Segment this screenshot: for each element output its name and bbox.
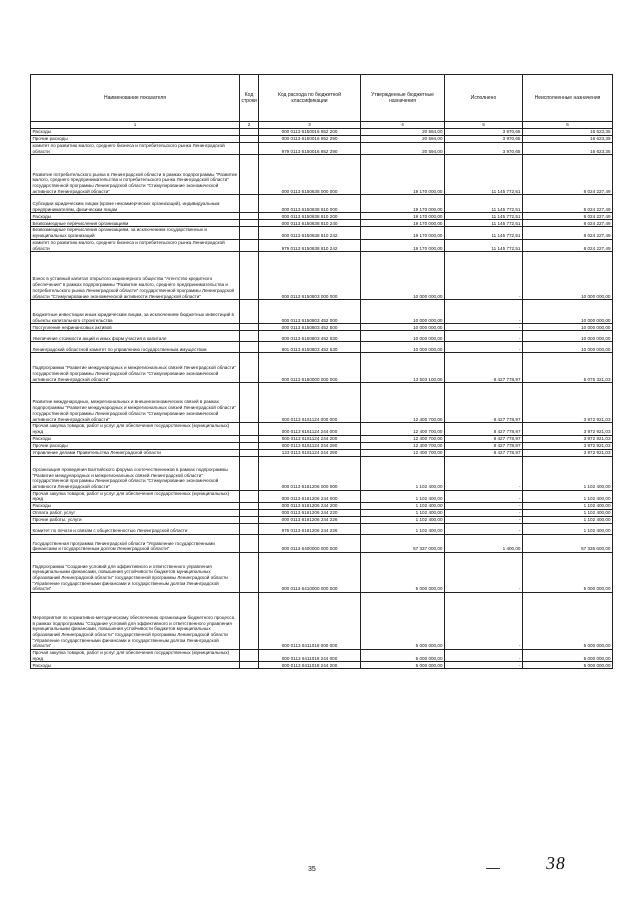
row-unexecuted: 16 623,35 [523, 136, 613, 143]
row-line-code [240, 423, 259, 435]
row-name: Прочие расходы [31, 442, 240, 449]
row-unexecuted: 10 000 000,00 [523, 331, 613, 342]
row-line-code [240, 510, 259, 517]
row-budget-code: 000 0113 6150638 810 200 [259, 213, 361, 220]
row-executed: - [445, 517, 523, 524]
row-name: Поступление нефинансовых активов [31, 324, 240, 331]
row-name: Подпрограмма "Создание условий для эффективного и ответственного управления муниципальными финансами, повышения устойчивости бюджетов муниципальных образований Ленинградской области" государственной программы Ленинградской области "Управление государственными финансами и государственным долгом Ленинградской области" [31, 553, 240, 593]
row-approved: 5 000 000,00 [361, 662, 445, 669]
row-name: Организация проведения Балтийского форума соотечественников в рамках подпрограммы "Развитие международных и межрегиональных связей Ленинградской области" государственной программы Ленинградской области "Стимулирование экономической активности Ленинградской области" [31, 456, 240, 490]
row-approved: 10 000 000,00 [361, 342, 445, 353]
row-executed: 3 970,65 [445, 143, 523, 155]
row-name: Мероприятия по нормативно-методическому обеспечению организации бюджетного процесса в рамках подпрограммы "Создание условий для эффективного и ответственного управления муниципальными финансами, повышения устойчивости бюджетов муниципальных образований Ленинградской области" государственной программы Ленинградской области "Управление государственными финансами и государственным долгом Ленинградской области" [31, 593, 240, 650]
table-row [31, 213, 613, 220]
row-line-code [240, 213, 259, 220]
row-name: комитет по развитию малого, среднего бизнеса и потребительского рынка Ленинградской области [31, 143, 240, 155]
row-line-code [240, 503, 259, 510]
row-line-code [240, 239, 259, 251]
row-line-code [240, 129, 259, 136]
row-unexecuted: 10 000 000,00 [523, 324, 613, 331]
row-unexecuted: 8 024 227,49 [523, 195, 613, 213]
row-unexecuted: 8 024 227,49 [523, 220, 613, 227]
row-name: Безвозмездные перечисления организациям, за исключением государственных и муниципальных организаций [31, 227, 240, 239]
table-body [31, 129, 613, 669]
table-row [31, 435, 613, 442]
row-unexecuted: 1 102 400,00 [523, 524, 613, 535]
row-executed: 8 427 778,97 [445, 353, 523, 383]
stamp-dash [486, 868, 500, 869]
row-executed: 11 145 772,51 [445, 227, 523, 239]
handwritten-page-stamp: 38 [544, 853, 568, 873]
row-approved: 57 337 000,00 [361, 535, 445, 553]
row-budget-code: 979 0113 6150016 852 290 [259, 143, 361, 155]
row-unexecuted: 8 024 227,49 [523, 155, 613, 195]
row-approved: 20 594,00 [361, 129, 445, 136]
column-number: 1 [31, 122, 240, 129]
table-row [31, 239, 613, 251]
row-executed: - [445, 342, 523, 353]
row-executed: - [445, 324, 523, 331]
row-budget-code: 000 0113 6150803 452 000 [259, 300, 361, 324]
row-name: комитет по развитию малого, среднего бизнеса и потребительского рынка Ленинградской области [31, 239, 240, 251]
page-number: 35 [308, 866, 316, 873]
row-name: Расходы [31, 435, 240, 442]
row-unexecuted: 1 102 400,00 [523, 456, 613, 490]
table-row [31, 442, 613, 449]
budget-execution-table [30, 74, 613, 669]
row-executed: - [445, 490, 523, 502]
row-executed: 3 970,65 [445, 129, 523, 136]
row-approved: 12 400 700,00 [361, 449, 445, 456]
column-number: 5 [445, 122, 523, 129]
table-row [31, 553, 613, 593]
row-approved: 12 400 700,00 [361, 435, 445, 442]
row-line-code [240, 143, 259, 155]
column-number: 4 [361, 122, 445, 129]
row-approved: 20 594,00 [361, 136, 445, 143]
row-name: Комитет по печати и связям с общественностью Ленинградской области [31, 524, 240, 535]
table-row [31, 324, 613, 331]
row-approved: 19 170 000,00 [361, 155, 445, 195]
row-approved: 12 400 700,00 [361, 442, 445, 449]
row-budget-code: 000 0113 6161124 244 290 [259, 442, 361, 449]
row-budget-code: 000 0113 6411018 244 000 [259, 650, 361, 662]
row-name: Взнос в уставный капитал открытого акционерного общества "Агентство кредитного обеспечения" в рамках подпрограммы "Развитие малого, среднего предпринимательства и потребительского рынка Ленинградской области" государственной программы Ленинградской области "Стимулирование экономической активности Ленинградской области" [31, 252, 240, 300]
row-unexecuted: 3 972 921,03 [523, 449, 613, 456]
row-approved: 1 102 400,00 [361, 510, 445, 517]
row-name: Прочая закупка товаров, работ и услуг для обеспечения государственных (муниципальных) нужд [31, 423, 240, 435]
row-executed: - [445, 503, 523, 510]
row-budget-code: 000 0113 6150016 852 200 [259, 129, 361, 136]
row-budget-code: 000 0113 6161124 244 200 [259, 435, 361, 442]
row-approved: 12 400 700,00 [361, 423, 445, 435]
row-approved: 1 102 400,00 [361, 517, 445, 524]
table-row [31, 353, 613, 383]
row-line-code [240, 383, 259, 423]
row-name: Бюджетные инвестиции иным юридическим лицам, за исключением бюджетных инвестиций в объекты капитального строительства [31, 300, 240, 324]
row-unexecuted: 8 024 227,49 [523, 213, 613, 220]
row-unexecuted: 3 972 921,03 [523, 435, 613, 442]
row-budget-code: 000 0113 6411018 000 000 [259, 593, 361, 650]
column-number: 6 [523, 122, 613, 129]
row-unexecuted: 3 972 921,03 [523, 442, 613, 449]
row-line-code [240, 662, 259, 669]
table-row [31, 342, 613, 353]
row-line-code [240, 324, 259, 331]
row-line-code [240, 220, 259, 227]
row-name: Управление делами Правительства Ленинградской области [31, 449, 240, 456]
row-budget-code: 000 0113 6150803 452 530 [259, 331, 361, 342]
row-budget-code: 000 0113 6161124 000 000 [259, 383, 361, 423]
row-name: Расходы [31, 129, 240, 136]
row-name: Ленинградский областной комитет по управлению государственным имуществом [31, 342, 240, 353]
header-budget-code: Код расхода по бюджетной классификации [259, 75, 361, 122]
row-budget-code: 000 0113 6161206 244 000 [259, 490, 361, 502]
row-approved: 1 102 400,00 [361, 524, 445, 535]
table-row [31, 535, 613, 553]
table-row [31, 220, 613, 227]
row-line-code [240, 456, 259, 490]
header-name: Наименование показателя [31, 75, 240, 122]
row-budget-code: 000 0113 6150638 000 000 [259, 155, 361, 195]
row-name: Расходы [31, 213, 240, 220]
row-line-code [240, 524, 259, 535]
row-line-code [240, 517, 259, 524]
row-unexecuted: 8 024 227,49 [523, 239, 613, 251]
row-approved: 10 000 000,00 [361, 324, 445, 331]
row-approved: 10 000 000,00 [361, 331, 445, 342]
row-executed: - [445, 456, 523, 490]
column-number: 2 [240, 122, 259, 129]
row-unexecuted: 1 102 400,00 [523, 503, 613, 510]
row-line-code [240, 593, 259, 650]
table-row [31, 510, 613, 517]
row-name: Расходы [31, 662, 240, 669]
row-line-code [240, 435, 259, 442]
row-line-code [240, 227, 259, 239]
row-unexecuted: 1 102 400,00 [523, 517, 613, 524]
table-row [31, 195, 613, 213]
row-executed: 8 427 778,97 [445, 442, 523, 449]
row-budget-code: 000 0113 6150803 000 000 [259, 252, 361, 300]
row-name: Расходы [31, 503, 240, 510]
row-budget-code: 000 0113 6150803 452 500 [259, 324, 361, 331]
row-approved: 13 503 100,00 [361, 353, 445, 383]
row-approved: 19 170 000,00 [361, 220, 445, 227]
row-unexecuted: 16 623,35 [523, 143, 613, 155]
header-unexecuted: Неисполненные назначения [523, 75, 613, 122]
table-row [31, 593, 613, 650]
row-line-code [240, 442, 259, 449]
row-name: Подпрограмма "Развитие международных и межрегиональных связей Ленинградской области" государственной программы Ленинградской области "Стимулирование экономической активности Ленинградской области" [31, 353, 240, 383]
row-approved: 1 102 400,00 [361, 503, 445, 510]
row-budget-code: 000 0113 6150638 810 000 [259, 195, 361, 213]
table-row [31, 252, 613, 300]
row-name: Прочая закупка товаров, работ и услуг для обеспечения государственных (муниципальных) нужд [31, 650, 240, 662]
row-executed: - [445, 252, 523, 300]
row-approved: 19 170 000,00 [361, 213, 445, 220]
row-budget-code: 979 0113 6150638 810 242 [259, 239, 361, 251]
row-executed: - [445, 662, 523, 669]
row-unexecuted: 16 623,35 [523, 129, 613, 136]
row-executed: 8 427 778,97 [445, 449, 523, 456]
row-budget-code: 000 0113 6161206 244 220 [259, 510, 361, 517]
row-approved: 5 000 000,00 [361, 593, 445, 650]
header-executed: Исполнено [445, 75, 523, 122]
header-line-code: Код строки [240, 75, 259, 122]
row-budget-code: 976 0113 6161206 244 226 [259, 524, 361, 535]
row-unexecuted: 5 000 000,00 [523, 593, 613, 650]
row-line-code [240, 353, 259, 383]
row-approved: 1 102 400,00 [361, 456, 445, 490]
row-executed: 3 970,65 [445, 136, 523, 143]
row-executed: 8 427 778,97 [445, 423, 523, 435]
row-line-code [240, 195, 259, 213]
table-row [31, 490, 613, 502]
table-row [31, 524, 613, 535]
row-unexecuted: 3 972 921,03 [523, 423, 613, 435]
header-approved: Утвержденные бюджетные назначения [361, 75, 445, 122]
row-budget-code: 000 0113 6150638 810 242 [259, 227, 361, 239]
row-unexecuted: 5 000 000,00 [523, 553, 613, 593]
row-approved: 19 170 000,00 [361, 195, 445, 213]
row-unexecuted: 10 000 000,00 [523, 300, 613, 324]
row-executed: 11 145 772,51 [445, 239, 523, 251]
table-row [31, 503, 613, 510]
row-executed: - [445, 510, 523, 517]
table-row [31, 143, 613, 155]
row-name: Государственная программа Ленинградской области "Управление государственными финансами и государственным долгом Ленинградской области" [31, 535, 240, 553]
table-row [31, 423, 613, 435]
row-name: Безвозмездные перечисления организациям [31, 220, 240, 227]
row-unexecuted: 10 000 000,00 [523, 252, 613, 300]
row-line-code [240, 449, 259, 456]
row-executed: 8 427 778,97 [445, 435, 523, 442]
row-budget-code: 000 0113 6150016 852 290 [259, 136, 361, 143]
table-row [31, 136, 613, 143]
row-approved: 12 400 700,00 [361, 383, 445, 423]
row-unexecuted: 5 075 321,03 [523, 353, 613, 383]
row-unexecuted: 10 000 000,00 [523, 342, 613, 353]
table-row [31, 227, 613, 239]
row-name: Прочие работы, услуги [31, 517, 240, 524]
row-approved: 19 170 000,00 [361, 239, 445, 251]
row-name: Прочая закупка товаров, работ и услуг для обеспечения государственных (муниципальных) нужд [31, 490, 240, 502]
row-unexecuted: 1 102 400,00 [523, 490, 613, 502]
table-row [31, 383, 613, 423]
row-budget-code: 801 0113 6150803 452 530 [259, 342, 361, 353]
row-unexecuted: 5 000 000,00 [523, 650, 613, 662]
row-executed: 11 145 772,51 [445, 195, 523, 213]
row-line-code [240, 650, 259, 662]
row-approved: 10 000 000,00 [361, 252, 445, 300]
table-row [31, 662, 613, 669]
row-approved: 5 000 000,00 [361, 553, 445, 593]
row-executed: - [445, 331, 523, 342]
row-executed: - [445, 300, 523, 324]
row-line-code [240, 553, 259, 593]
row-name: Оплата работ, услуг [31, 510, 240, 517]
row-budget-code: 000 0113 6160000 000 000 [259, 353, 361, 383]
row-unexecuted: 8 024 227,49 [523, 227, 613, 239]
row-executed: 11 145 772,51 [445, 155, 523, 195]
table-row [31, 650, 613, 662]
row-approved: 20 594,00 [361, 143, 445, 155]
column-number: 3 [259, 122, 361, 129]
row-executed: 8 427 778,97 [445, 383, 523, 423]
table-row [31, 129, 613, 136]
row-budget-code: 000 0113 6161206 244 226 [259, 517, 361, 524]
row-approved: 19 170 000,00 [361, 227, 445, 239]
row-line-code [240, 300, 259, 324]
table-row [31, 155, 613, 195]
row-budget-code: 000 0113 6150638 810 240 [259, 220, 361, 227]
row-line-code [240, 490, 259, 502]
table-row [31, 449, 613, 456]
row-unexecuted: 5 000 000,00 [523, 662, 613, 669]
row-name: Развитие международных, межрегиональных и внешнеэкономических связей в рамках подпрограммы "Развитие международных и межрегиональных связей Ленинградской области" государственной программы Ленинградской области "Стимулирование экономической активности Ленинградской области" [31, 383, 240, 423]
row-budget-code: 000 0113 6411018 244 200 [259, 662, 361, 669]
row-unexecuted: 1 102 400,00 [523, 510, 613, 517]
row-name: Субсидии юридическим лицам (кроме некоммерческих организаций), индивидуальным предпринимателям, физическим лицам [31, 195, 240, 213]
row-unexecuted: 3 972 921,03 [523, 383, 613, 423]
row-approved: 1 102 400,00 [361, 490, 445, 502]
table-row [31, 456, 613, 490]
row-approved: 5 000 000,00 [361, 650, 445, 662]
row-budget-code: 133 0113 6161124 244 290 [259, 449, 361, 456]
table-header-row [31, 75, 613, 122]
row-budget-code: 000 0113 6410000 000 000 [259, 553, 361, 593]
table-row [31, 517, 613, 524]
row-line-code [240, 252, 259, 300]
table-row [31, 300, 613, 324]
row-line-code [240, 331, 259, 342]
row-executed: - [445, 593, 523, 650]
row-budget-code: 000 0113 6161206 244 200 [259, 503, 361, 510]
row-name: Развитие потребительского рынка в Ленинградской области в рамках подпрограммы "Развитие малого, среднего предпринимательства и потребительского рынка Ленинградской области" государственной программы Ленинградской области "Стимулирование экономической активности Ленинградской области" [31, 155, 240, 195]
row-line-code [240, 535, 259, 553]
row-budget-code: 000 0113 6161124 244 000 [259, 423, 361, 435]
row-line-code [240, 155, 259, 195]
row-executed: 1 400,00 [445, 535, 523, 553]
row-executed: - [445, 524, 523, 535]
row-name: Прочие расходы [31, 136, 240, 143]
row-budget-code: 000 0113 6161206 000 000 [259, 456, 361, 490]
row-unexecuted: 57 335 600,00 [523, 535, 613, 553]
row-budget-code: 000 0113 6400000 000 000 [259, 535, 361, 553]
row-approved: 10 000 000,00 [361, 300, 445, 324]
row-executed: - [445, 553, 523, 593]
table-row [31, 331, 613, 342]
row-name: Увеличение стоимости акций и иных форм участия в капитале [31, 331, 240, 342]
row-line-code [240, 136, 259, 143]
row-line-code [240, 342, 259, 353]
row-executed: 11 145 772,51 [445, 220, 523, 227]
row-executed: 11 145 772,51 [445, 213, 523, 220]
column-number-row [31, 122, 613, 129]
row-executed: - [445, 650, 523, 662]
